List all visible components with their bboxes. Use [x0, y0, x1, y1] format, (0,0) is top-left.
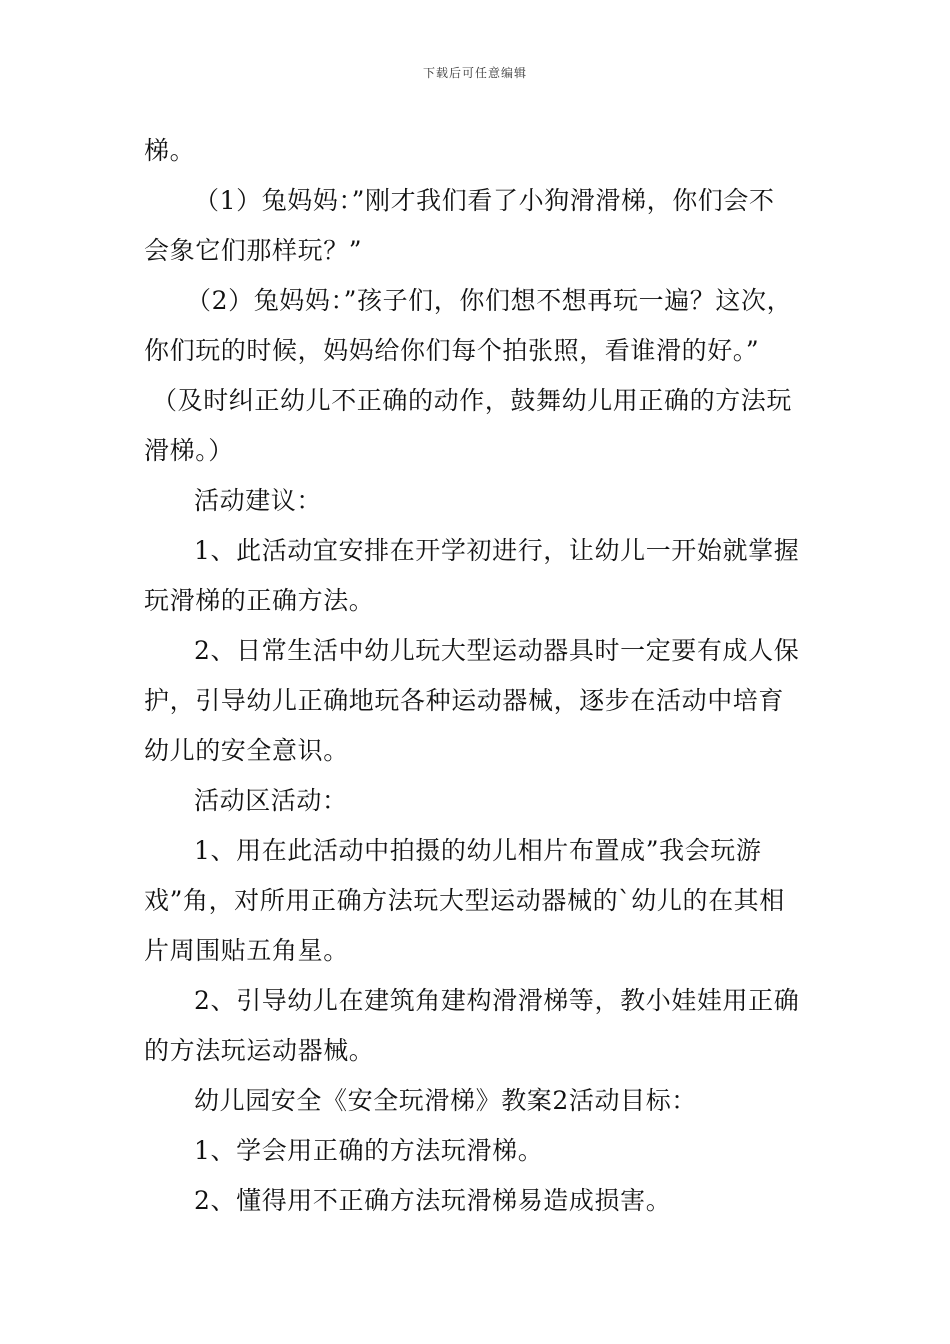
text-line: 1、学会用正确的方法玩滑梯。: [194, 1136, 544, 1165]
text-line: （2）兔妈妈：”孩子们，你们想不想再玩一遍？这次，: [186, 286, 793, 315]
document-body: [144, 126, 816, 1226]
text-line: 你们玩的时候，妈妈给你们每个拍张照，看谁滑的好。”: [144, 336, 760, 365]
text-line: 幼儿的安全意识。: [144, 736, 349, 765]
text-line: 2、引导幼儿在建筑角建构滑滑梯等，教小娃娃用正确: [194, 986, 800, 1015]
text-line: 会象它们那样玩？”: [144, 236, 363, 265]
text-line: （1）兔妈妈：”刚才我们看了小狗滑滑梯，你们会不: [194, 186, 775, 215]
text-line: （及时纠正幼儿不正确的动作，鼓舞幼儿用正确的方法玩: [152, 386, 793, 415]
text-line: 1、此活动宜安排在开学初进行，让幼儿一开始就掌握: [194, 536, 800, 565]
text-line: 2、日常生活中幼儿玩大型运动器具时一定要有成人保: [194, 636, 800, 665]
text-line: 玩滑梯的正确方法。: [144, 586, 375, 615]
page-header: 下载后可任意编辑: [422, 66, 527, 80]
text-line: 2、懂得用不正确方法玩滑梯易造成损害。: [194, 1186, 672, 1215]
section-heading-area-activities: 活动区活动：: [194, 786, 348, 815]
text-line: 戏”角，对所用正确方法玩大型运动器械的`幼儿的在其相: [144, 886, 785, 915]
text-line: 梯。: [144, 136, 196, 165]
text-line: 滑梯。）: [144, 436, 234, 465]
text-line: 片周围贴五角星。: [144, 936, 349, 965]
text-line: 1、用在此活动中拍摄的幼儿相片布置成”我会玩游: [194, 836, 762, 865]
text-line: 护，引导幼儿正确地玩各种运动器械，逐步在活动中培育: [144, 686, 785, 715]
section-heading-activity-suggestions: 活动建议：: [194, 486, 323, 515]
section-heading-lesson-plan-2: 幼儿园安全《安全玩滑梯》教案2活动目标：: [194, 1086, 697, 1115]
text-line: 的方法玩运动器械。: [144, 1036, 375, 1065]
